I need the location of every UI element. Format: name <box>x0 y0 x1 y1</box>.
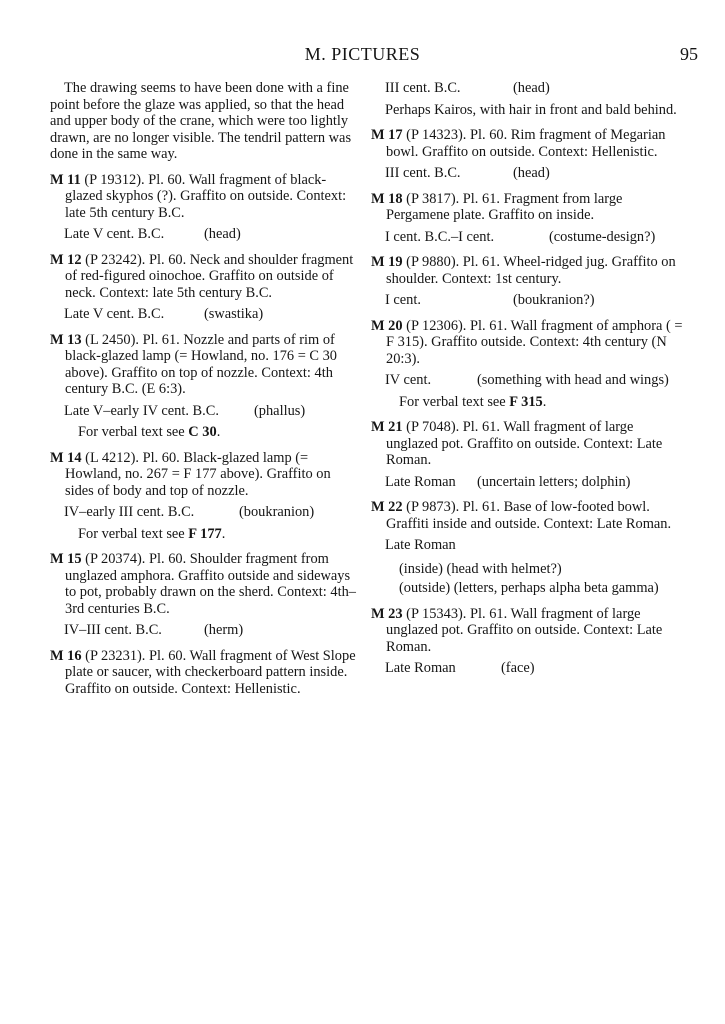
catalogue-entry <box>371 318 683 368</box>
date-line <box>385 372 683 389</box>
entry-date: Late Roman <box>385 537 456 553</box>
entry-text: (P 14323). Pl. 60. Rim fragment of Megarian bowl. Graffito on outside. Context: Hellenistic. <box>386 127 666 160</box>
date-line <box>385 165 683 182</box>
entry-subject: (boukranion) <box>239 504 315 520</box>
entry-date: IV–III cent. B.C. <box>64 622 162 638</box>
catalogue-entry <box>50 252 362 302</box>
catalogue-entry <box>371 191 683 224</box>
entry-subject: (head) <box>513 165 550 181</box>
entry-text: (P 23242). Pl. 60. Neck and shoulder fragment of red-figured oinochoe. Graffito on outside of neck. Context: late 5th century B.C. <box>65 251 354 301</box>
entry-id: M 12 <box>50 251 82 268</box>
entry-subject: (swastika) <box>204 306 264 322</box>
intro-paragraph: The drawing seems to have been done with a fine point before the glaze was applied, so that the head and upper body of the crane, which were too lightly drawn, are no longer visible. The tendril pattern was done in the same way. <box>50 80 352 162</box>
entry-id: M 19 <box>371 254 403 270</box>
entry-text: (L 2450). Pl. 61. Nozzle and parts of rim of black-glazed lamp (= Howland, no. 176 = C 30 above). Graffito on top of nozzle. Context: 4th century B.C. (E 6:3). <box>65 331 338 397</box>
catalogue-entry <box>50 332 362 398</box>
entry-id: M 20 <box>371 317 403 334</box>
entry-id: M 14 <box>50 449 82 466</box>
date-line <box>64 403 362 420</box>
date-line <box>64 504 362 521</box>
note-prefix: For verbal text see <box>399 393 510 410</box>
note-suffix: . <box>216 424 221 440</box>
date-line <box>64 306 362 323</box>
catalogue-entry <box>50 648 362 698</box>
entry-date: IV cent. <box>385 372 432 388</box>
catalogue-entry <box>371 419 683 469</box>
catalogue-entry <box>371 606 683 656</box>
entry-id: M 16 <box>50 647 82 664</box>
entry-text: (P 15343). Pl. 61. Wall fragment of large unglazed pot. Graffito on outside. Context: Late Roman. <box>386 605 663 655</box>
note-prefix: For verbal text see <box>78 424 189 440</box>
right-column <box>371 80 683 677</box>
inside-graffito: (inside) (head with helmet?) <box>399 560 562 577</box>
entry-date: Late V cent. B.C. <box>64 226 165 242</box>
entry-date: IV–early III cent. B.C. <box>64 504 195 520</box>
date-line <box>385 474 683 491</box>
catalogue-entry <box>50 450 362 500</box>
continuation-text: Perhaps Kairos, with hair in front and bald behind. <box>385 101 677 118</box>
entry-date: Late V–early IV cent. B.C. <box>64 402 219 419</box>
entry-id: M 22 <box>371 499 403 515</box>
entry-id: M 13 <box>50 331 82 348</box>
entry-subject: (head) <box>204 226 241 242</box>
entry-date: I cent. <box>385 292 421 308</box>
outside-graffito: (outside) (letters, perhaps alpha beta gamma) <box>399 580 659 596</box>
note-suffix: . <box>221 525 226 542</box>
catalogue-entry <box>371 127 683 160</box>
verbal-text-note <box>78 526 362 543</box>
verbal-text-note <box>78 424 362 441</box>
entry-subject: (phallus) <box>254 402 306 419</box>
date-line <box>64 226 362 243</box>
note-reference: C 30 <box>188 424 217 440</box>
entry-text: (P 12306). Pl. 61. Wall fragment of amphora ( = F 315). Graffito outside. Context: 4th century (N 20:3). <box>386 317 683 367</box>
entry-subject: (head) <box>513 80 550 96</box>
left-column <box>50 80 362 697</box>
entry-date: III cent. B.C. <box>385 165 461 181</box>
entry-text: (L 4212). Pl. 60. Black-glazed lamp (= Howland, no. 267 = F 177 above). Graffito on sides of body and top of nozzle. <box>65 449 331 499</box>
note-suffix: . <box>542 393 547 410</box>
entry-id: M 17 <box>371 127 403 143</box>
entry-id: M 23 <box>371 605 403 622</box>
entry-id: M 21 <box>371 419 403 435</box>
entry-subject: (something with head and wings) <box>477 372 669 388</box>
date-line <box>385 537 683 554</box>
entry-date: III cent. B.C. <box>385 80 461 96</box>
note-reference: F 177 <box>188 525 222 542</box>
date-line <box>385 229 683 246</box>
entry-text: (P 23231). Pl. 60. Wall fragment of West Slope plate or saucer, with checkerboard pattern inside. Graffito on outside. Context: Hellenistic. <box>65 647 356 697</box>
date-line <box>385 80 683 97</box>
page-number: 95 <box>680 44 698 64</box>
entry-subject: (uncertain letters; dolphin) <box>477 473 631 490</box>
catalogue-entry <box>371 254 683 287</box>
entry-subject: (costume-design?) <box>549 228 656 245</box>
entry-text: (P 19312). Pl. 60. Wall fragment of black-glazed skyphos (?). Graffito on outside. Context: late 5th century B.C. <box>65 171 347 221</box>
entry-text: (P 7048). Pl. 61. Wall fragment of large unglazed pot. Graffito on outside. Context: Late Roman. <box>386 419 663 468</box>
entry-date: Late Roman <box>385 473 456 490</box>
date-line <box>385 292 683 309</box>
entry-date: Late V cent. B.C. <box>64 306 165 322</box>
catalogue-entry <box>50 551 362 617</box>
entry-text: (P 3817). Pl. 61. Fragment from large Pergamene plate. Graffito on inside. <box>386 190 623 223</box>
entry-subject: (herm) <box>204 622 244 638</box>
date-line <box>385 660 683 677</box>
section-title: M. PICTURES <box>304 44 421 64</box>
entry-id: M 18 <box>371 190 403 207</box>
note-prefix: For verbal text see <box>78 525 189 542</box>
entry-text: (P 20374). Pl. 60. Shoulder fragment from unglazed amphora. Graffito outside and sideways to pot, probably drawn on the sherd. Context: 4th–3rd centuries B.C. <box>65 551 356 617</box>
entry-date: I cent. B.C.–I cent. <box>385 228 495 245</box>
note-reference: F 315 <box>509 393 543 410</box>
verbal-text-note <box>399 394 683 411</box>
catalogue-entry <box>50 172 362 222</box>
entry-subject: (face) <box>501 660 535 676</box>
entry-text: (P 9873). Pl. 61. Base of low-footed bowl. Graffiti inside and outside. Context: Late Roman. <box>386 499 672 532</box>
entry-text: (P 9880). Pl. 61. Wheel-ridged jug. Graffito on shoulder. Context: 1st century. <box>386 254 676 287</box>
date-line <box>64 622 362 639</box>
entry-id: M 11 <box>50 171 81 188</box>
catalogue-entry <box>371 499 683 532</box>
entry-date: Late Roman <box>385 660 456 676</box>
entry-id: M 15 <box>50 551 82 567</box>
entry-subject: (boukranion?) <box>513 292 595 308</box>
